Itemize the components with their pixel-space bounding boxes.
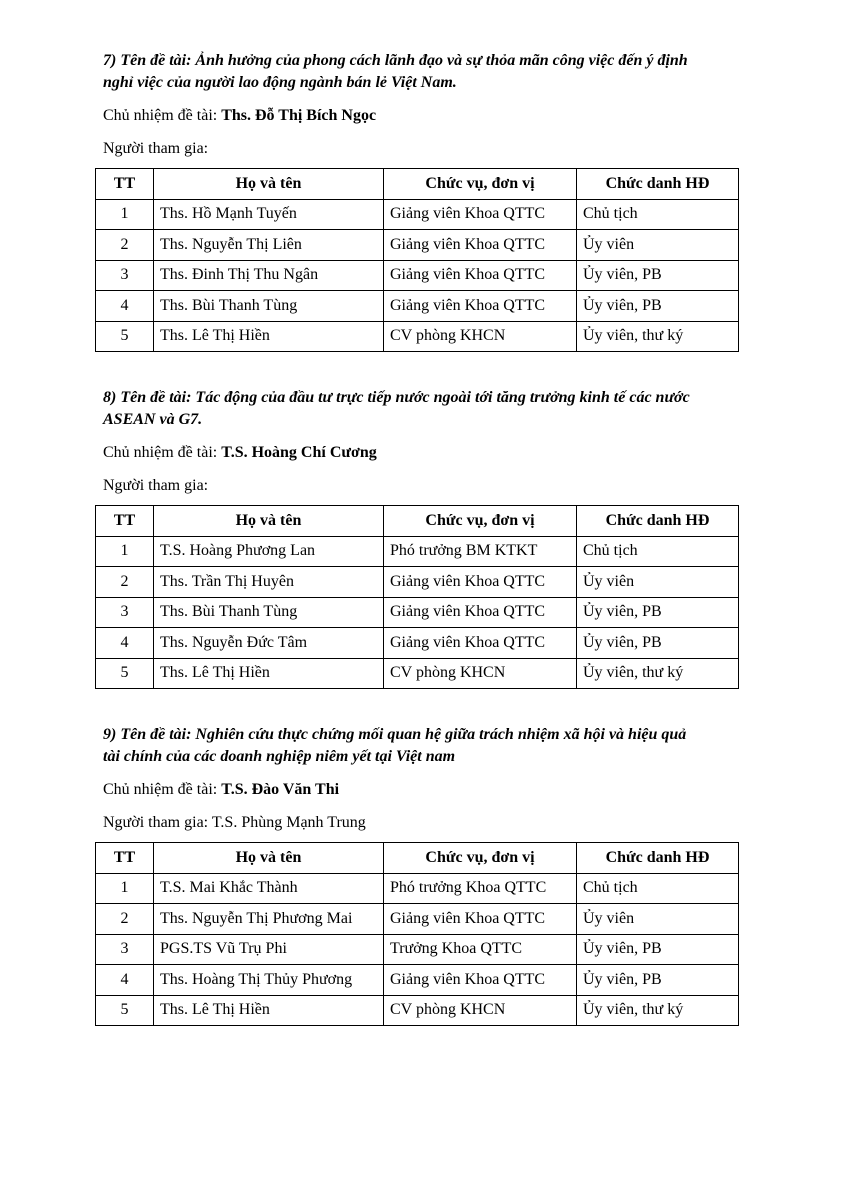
cell-name: Ths. Lê Thị Hiền: [154, 321, 384, 352]
column-header-name: Họ và tên: [154, 843, 384, 874]
column-header-name: Họ và tên: [154, 506, 384, 537]
cell-name: T.S. Hoàng Phương Lan: [154, 536, 384, 567]
cell-name: Ths. Nguyễn Đức Tâm: [154, 628, 384, 659]
column-header-tt: TT: [96, 843, 154, 874]
project-title: [103, 50, 743, 94]
leader-label: Chủ nhiệm đề tài:: [103, 781, 222, 798]
cell-name: Ths. Đinh Thị Thu Ngân: [154, 260, 384, 291]
cell-role: Ủy viên, thư ký: [577, 995, 739, 1026]
cell-role: Ủy viên: [577, 567, 739, 598]
cell-position: Giảng viên Khoa QTTC: [384, 628, 577, 659]
cell-tt: 2: [96, 567, 154, 598]
table-row: [96, 597, 739, 628]
cell-name: Ths. Hồ Mạnh Tuyến: [154, 199, 384, 230]
project-leader: [103, 780, 339, 800]
member-table: [95, 505, 739, 689]
table-row: [96, 658, 739, 689]
cell-position: CV phòng KHCN: [384, 321, 577, 352]
cell-position: CV phòng KHCN: [384, 658, 577, 689]
cell-position: Giảng viên Khoa QTTC: [384, 567, 577, 598]
cell-role: Ủy viên, PB: [577, 965, 739, 996]
cell-role: Ủy viên, PB: [577, 934, 739, 965]
cell-role: Ủy viên, PB: [577, 597, 739, 628]
table-header-row: [96, 506, 739, 537]
participants-line: Người tham gia:: [103, 140, 209, 157]
cell-tt: 1: [96, 873, 154, 904]
cell-role: Ủy viên, thư ký: [577, 658, 739, 689]
column-header-role: Chức danh HĐ: [577, 169, 739, 200]
column-header-name: Họ và tên: [154, 169, 384, 200]
table-row: [96, 199, 739, 230]
cell-position: Giảng viên Khoa QTTC: [384, 260, 577, 291]
table-row: [96, 291, 739, 322]
column-header-position: Chức vụ, đơn vị: [384, 843, 577, 874]
column-header-role: Chức danh HĐ: [577, 843, 739, 874]
cell-name: Ths. Bùi Thanh Tùng: [154, 597, 384, 628]
cell-role: Ủy viên, thư ký: [577, 321, 739, 352]
leader-name: T.S. Đào Văn Thi: [221, 781, 340, 798]
project-title: [103, 724, 743, 768]
table-row: [96, 260, 739, 291]
project-leader: [103, 443, 377, 463]
cell-name: Ths. Lê Thị Hiền: [154, 658, 384, 689]
participants-line: Người tham gia:: [103, 477, 209, 494]
cell-role: Chủ tịch: [577, 873, 739, 904]
column-header-tt: TT: [96, 169, 154, 200]
cell-name: Ths. Nguyễn Thị Phương Mai: [154, 904, 384, 935]
table-row: [96, 321, 739, 352]
cell-position: Phó trưởng Khoa QTTC: [384, 873, 577, 904]
table-row: [96, 873, 739, 904]
table-row: [96, 995, 739, 1026]
table-row: [96, 567, 739, 598]
cell-position: Giảng viên Khoa QTTC: [384, 291, 577, 322]
cell-position: Trưởng Khoa QTTC: [384, 934, 577, 965]
cell-position: Giảng viên Khoa QTTC: [384, 597, 577, 628]
cell-tt: 5: [96, 658, 154, 689]
cell-tt: 1: [96, 536, 154, 567]
leader-label: Chủ nhiệm đề tài:: [103, 107, 222, 124]
cell-tt: 3: [96, 934, 154, 965]
cell-tt: 3: [96, 597, 154, 628]
cell-role: Chủ tịch: [577, 536, 739, 567]
table-header-row: [96, 843, 739, 874]
cell-position: Giảng viên Khoa QTTC: [384, 904, 577, 935]
table-row: [96, 965, 739, 996]
cell-name: Ths. Lê Thị Hiền: [154, 995, 384, 1026]
cell-name: Ths. Bùi Thanh Tùng: [154, 291, 384, 322]
cell-role: Ủy viên, PB: [577, 628, 739, 659]
table-row: [96, 230, 739, 261]
leader-name: T.S. Hoàng Chí Cương: [221, 444, 377, 461]
column-header-role: Chức danh HĐ: [577, 506, 739, 537]
cell-position: Giảng viên Khoa QTTC: [384, 965, 577, 996]
cell-name: Ths. Nguyễn Thị Liên: [154, 230, 384, 261]
cell-tt: 4: [96, 291, 154, 322]
cell-position: Phó trưởng BM KTKT: [384, 536, 577, 567]
cell-tt: 1: [96, 199, 154, 230]
cell-tt: 2: [96, 230, 154, 261]
cell-tt: 2: [96, 904, 154, 935]
table-row: [96, 934, 739, 965]
member-table: [95, 842, 739, 1026]
cell-tt: 4: [96, 965, 154, 996]
cell-role: Chủ tịch: [577, 199, 739, 230]
title-line: tài chính của các doanh nghiệp niêm yết tại Việt nam: [103, 748, 456, 765]
cell-position: Giảng viên Khoa QTTC: [384, 199, 577, 230]
cell-name: Ths. Trần Thị Huyên: [154, 567, 384, 598]
table-header-row: [96, 169, 739, 200]
title-line: 9) Tên đề tài: Nghiên cứu thực chứng mối quan hệ giữa trách nhiệm xã hội và hiệu quả: [103, 726, 687, 743]
column-header-position: Chức vụ, đơn vị: [384, 169, 577, 200]
cell-role: Ủy viên, PB: [577, 260, 739, 291]
table-row: [96, 536, 739, 567]
participants-line: Người tham gia: T.S. Phùng Mạnh Trung: [103, 814, 366, 831]
column-header-position: Chức vụ, đơn vị: [384, 506, 577, 537]
cell-position: Giảng viên Khoa QTTC: [384, 230, 577, 261]
title-line: 7) Tên đề tài: Ảnh hưởng của phong cách lãnh đạo và sự thỏa mãn công việc đến ý định: [103, 52, 688, 69]
cell-role: Ủy viên, PB: [577, 291, 739, 322]
cell-tt: 3: [96, 260, 154, 291]
table-row: [96, 904, 739, 935]
cell-tt: 5: [96, 995, 154, 1026]
column-header-tt: TT: [96, 506, 154, 537]
cell-role: Ủy viên: [577, 230, 739, 261]
cell-tt: 4: [96, 628, 154, 659]
title-line: 8) Tên đề tài: Tác động của đầu tư trực tiếp nước ngoài tới tăng trưởng kinh tế các nước: [103, 389, 690, 406]
cell-position: CV phòng KHCN: [384, 995, 577, 1026]
cell-name: PGS.TS Vũ Trụ Phi: [154, 934, 384, 965]
project-leader: [103, 106, 376, 126]
member-table: [95, 168, 739, 352]
leader-name: Ths. Đỗ Thị Bích Ngọc: [221, 107, 377, 124]
cell-tt: 5: [96, 321, 154, 352]
cell-name: Ths. Hoàng Thị Thủy Phương: [154, 965, 384, 996]
cell-name: T.S. Mai Khắc Thành: [154, 873, 384, 904]
project-title: [103, 387, 743, 431]
title-line: nghỉ việc của người lao động ngành bán lẻ Việt Nam.: [103, 74, 457, 91]
title-line: ASEAN và G7.: [103, 411, 203, 428]
leader-label: Chủ nhiệm đề tài:: [103, 444, 222, 461]
table-row: [96, 628, 739, 659]
cell-role: Ủy viên: [577, 904, 739, 935]
